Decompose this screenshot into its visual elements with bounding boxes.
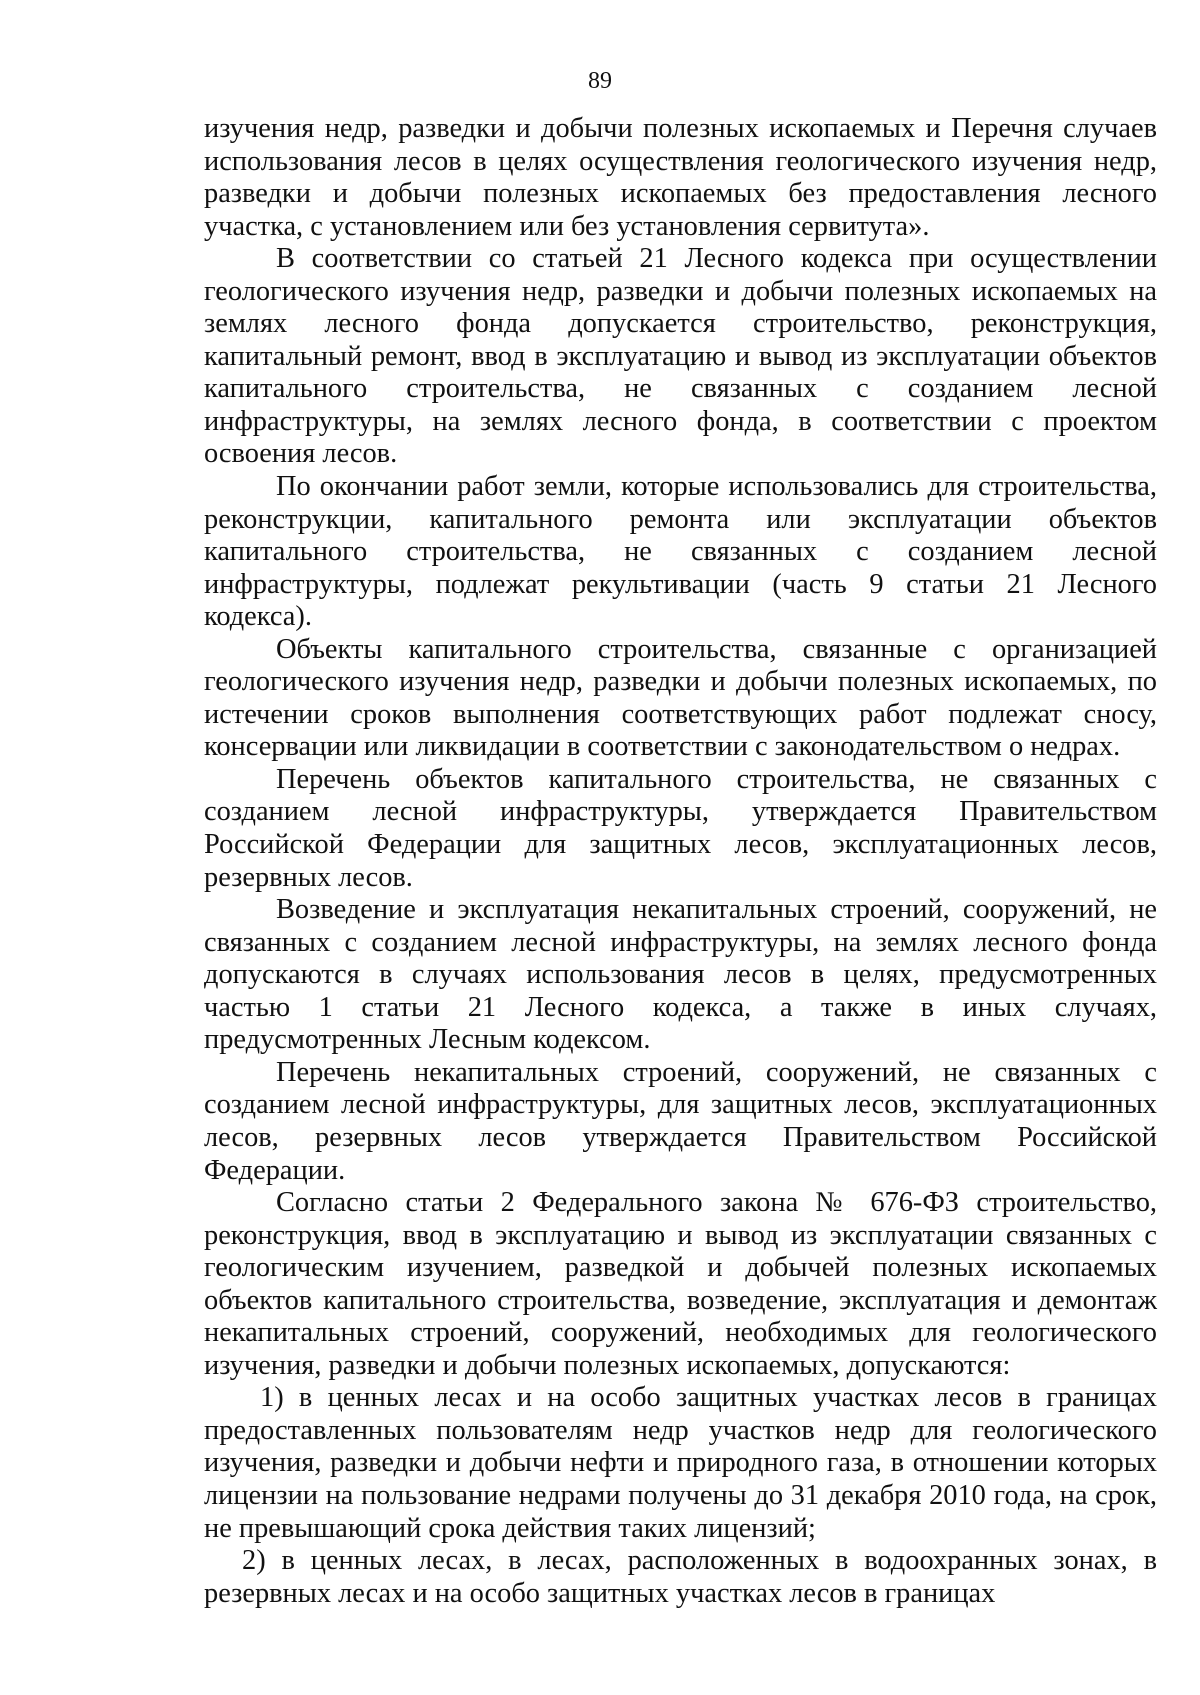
list-item: 1) в ценных лесах и на особо защитных участках лесов в границах предоставленных пользователям недр участков недр для геологического изучения, разведки и добычи нефти и природного газа, в отношении которых лицензии на пользование недрами получены до 31 декабря 2010 года, на срок, не превышающий срока действия таких лицензий; [204, 1382, 1157, 1544]
paragraph: Перечень некапитальных строений, сооружений, не связанных с созданием лесной инфраструктуры, для защитных лесов, эксплуатационных лесов, резервных лесов утверждается Правительством Российской Федерации. [204, 1056, 1157, 1186]
paragraph: Согласно статьи 2 Федерального закона № 676-ФЗ строительство, реконструкция, ввод в эксплуатацию и вывод из эксплуатации связанных с геологическим изучением, разведкой и добычей полезных ископаемых объектов капитального строительства, возведение, эксплуатация и демонтаж некапитальных строений, сооружений, необходимых для геологического изучения, разведки и добычи полезных ископаемых, допускаются: [204, 1187, 1157, 1381]
paragraph-continuation: изучения недр, разведки и добычи полезных ископаемых и Перечня случаев использования лесов в целях осуществления геологического изучения недр, разведки и добычи полезных ископаемых без предоставления лесного участка, с установлением или без установления сервитута». [204, 113, 1157, 242]
page-number: 89 [588, 68, 612, 94]
paragraph: Возведение и эксплуатация некапитальных строений, сооружений, не связанных с созданием лесной инфраструктуры, на землях лесного фонда допускаются в случаях использования лесов в целях, предусмотренных частью 1 статьи 21 Лесного кодекса, а также в иных случаях, предусмотренных Лесным кодексом. [204, 894, 1157, 1056]
paragraph: Объекты капитального строительства, связанные с организацией геологического изучения недр, разведки и добычи полезных ископаемых, по истечении сроков выполнения соответствующих работ подлежат сносу, консервации или ликвидации в соответствии с законодательством о недрах. [204, 633, 1157, 763]
document-body [204, 113, 1157, 1610]
list-item: 2) в ценных лесах, в лесах, расположенных в водоохранных зонах, в резервных лесах и на особо защитных участках лесов в границах [204, 1545, 1157, 1609]
paragraph: В соответствии со статьей 21 Лесного кодекса при осуществлении геологического изучения недр, разведки и добычи полезных ископаемых на землях лесного фонда допускается строительство, реконструкция, капитальный ремонт, ввод в эксплуатацию и вывод из эксплуатации объектов капитального строительства, не связанных с созданием лесной инфраструктуры, на землях лесного фонда, в соответствии с проектом освоения лесов. [204, 243, 1157, 470]
paragraph: По окончании работ земли, которые использовались для строительства, реконструкции, капитального ремонта или эксплуатации объектов капитального строительства, не связанных с созданием лесной инфраструктуры, подлежат рекультивации (часть 9 статьи 21 Лесного кодекса). [204, 471, 1157, 633]
paragraph: Перечень объектов капитального строительства, не связанных с созданием лесной инфраструктуры, утверждается Правительством Российской Федерации для защитных лесов, эксплуатационных лесов, резервных лесов. [204, 763, 1157, 893]
